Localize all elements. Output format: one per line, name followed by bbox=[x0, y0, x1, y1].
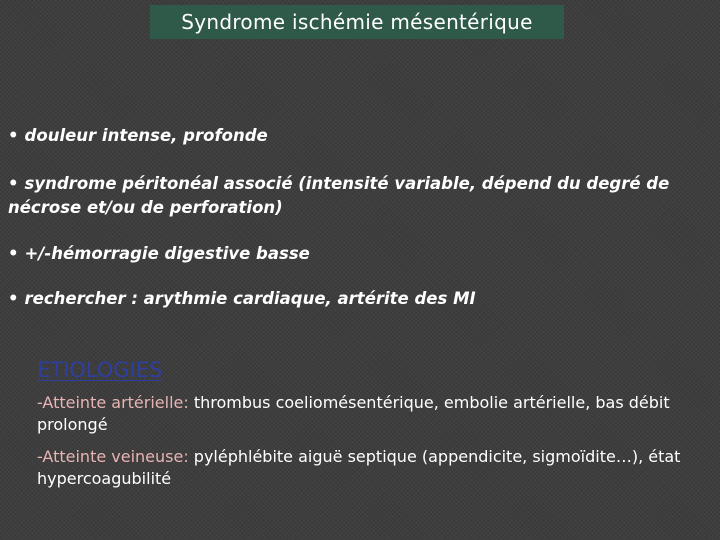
etiology-text: thrombus coeliomésentérique, embolie artérielle, bas débit prolongé bbox=[37, 393, 670, 434]
etiology-section bbox=[37, 358, 697, 500]
bullet-item bbox=[8, 287, 708, 311]
bullet-item bbox=[8, 242, 708, 266]
bullet-marker: • bbox=[8, 126, 19, 145]
bullet-item bbox=[8, 124, 708, 148]
bullet-marker: • bbox=[8, 244, 19, 263]
bullet-marker: • bbox=[8, 174, 19, 193]
etiology-item bbox=[37, 446, 697, 490]
bullet-text: +/-hémorragie digestive basse bbox=[24, 244, 310, 263]
bullet-marker: • bbox=[8, 289, 19, 308]
etiology-text: pyléphlébite aiguë septique (appendicite, sigmoïdite…), état hypercoagubilité bbox=[37, 447, 681, 488]
title-banner bbox=[150, 5, 564, 39]
bullet-text: rechercher : arythmie cardiaque, artérite des MI bbox=[24, 289, 476, 308]
etiology-label: -Atteinte veineuse: bbox=[37, 447, 189, 466]
etiology-label: -Atteinte artérielle: bbox=[37, 393, 189, 412]
bullet-text: syndrome péritonéal associé (intensité variable, dépend du degré de nécrose et/ou de perforation) bbox=[8, 174, 670, 217]
etiology-heading: ETIOLOGIES bbox=[37, 358, 163, 382]
bullet-text: douleur intense, profonde bbox=[24, 126, 268, 145]
bullet-item bbox=[8, 172, 708, 220]
etiology-item bbox=[37, 392, 697, 436]
slide-title: Syndrome ischémie mésentérique bbox=[181, 10, 533, 34]
